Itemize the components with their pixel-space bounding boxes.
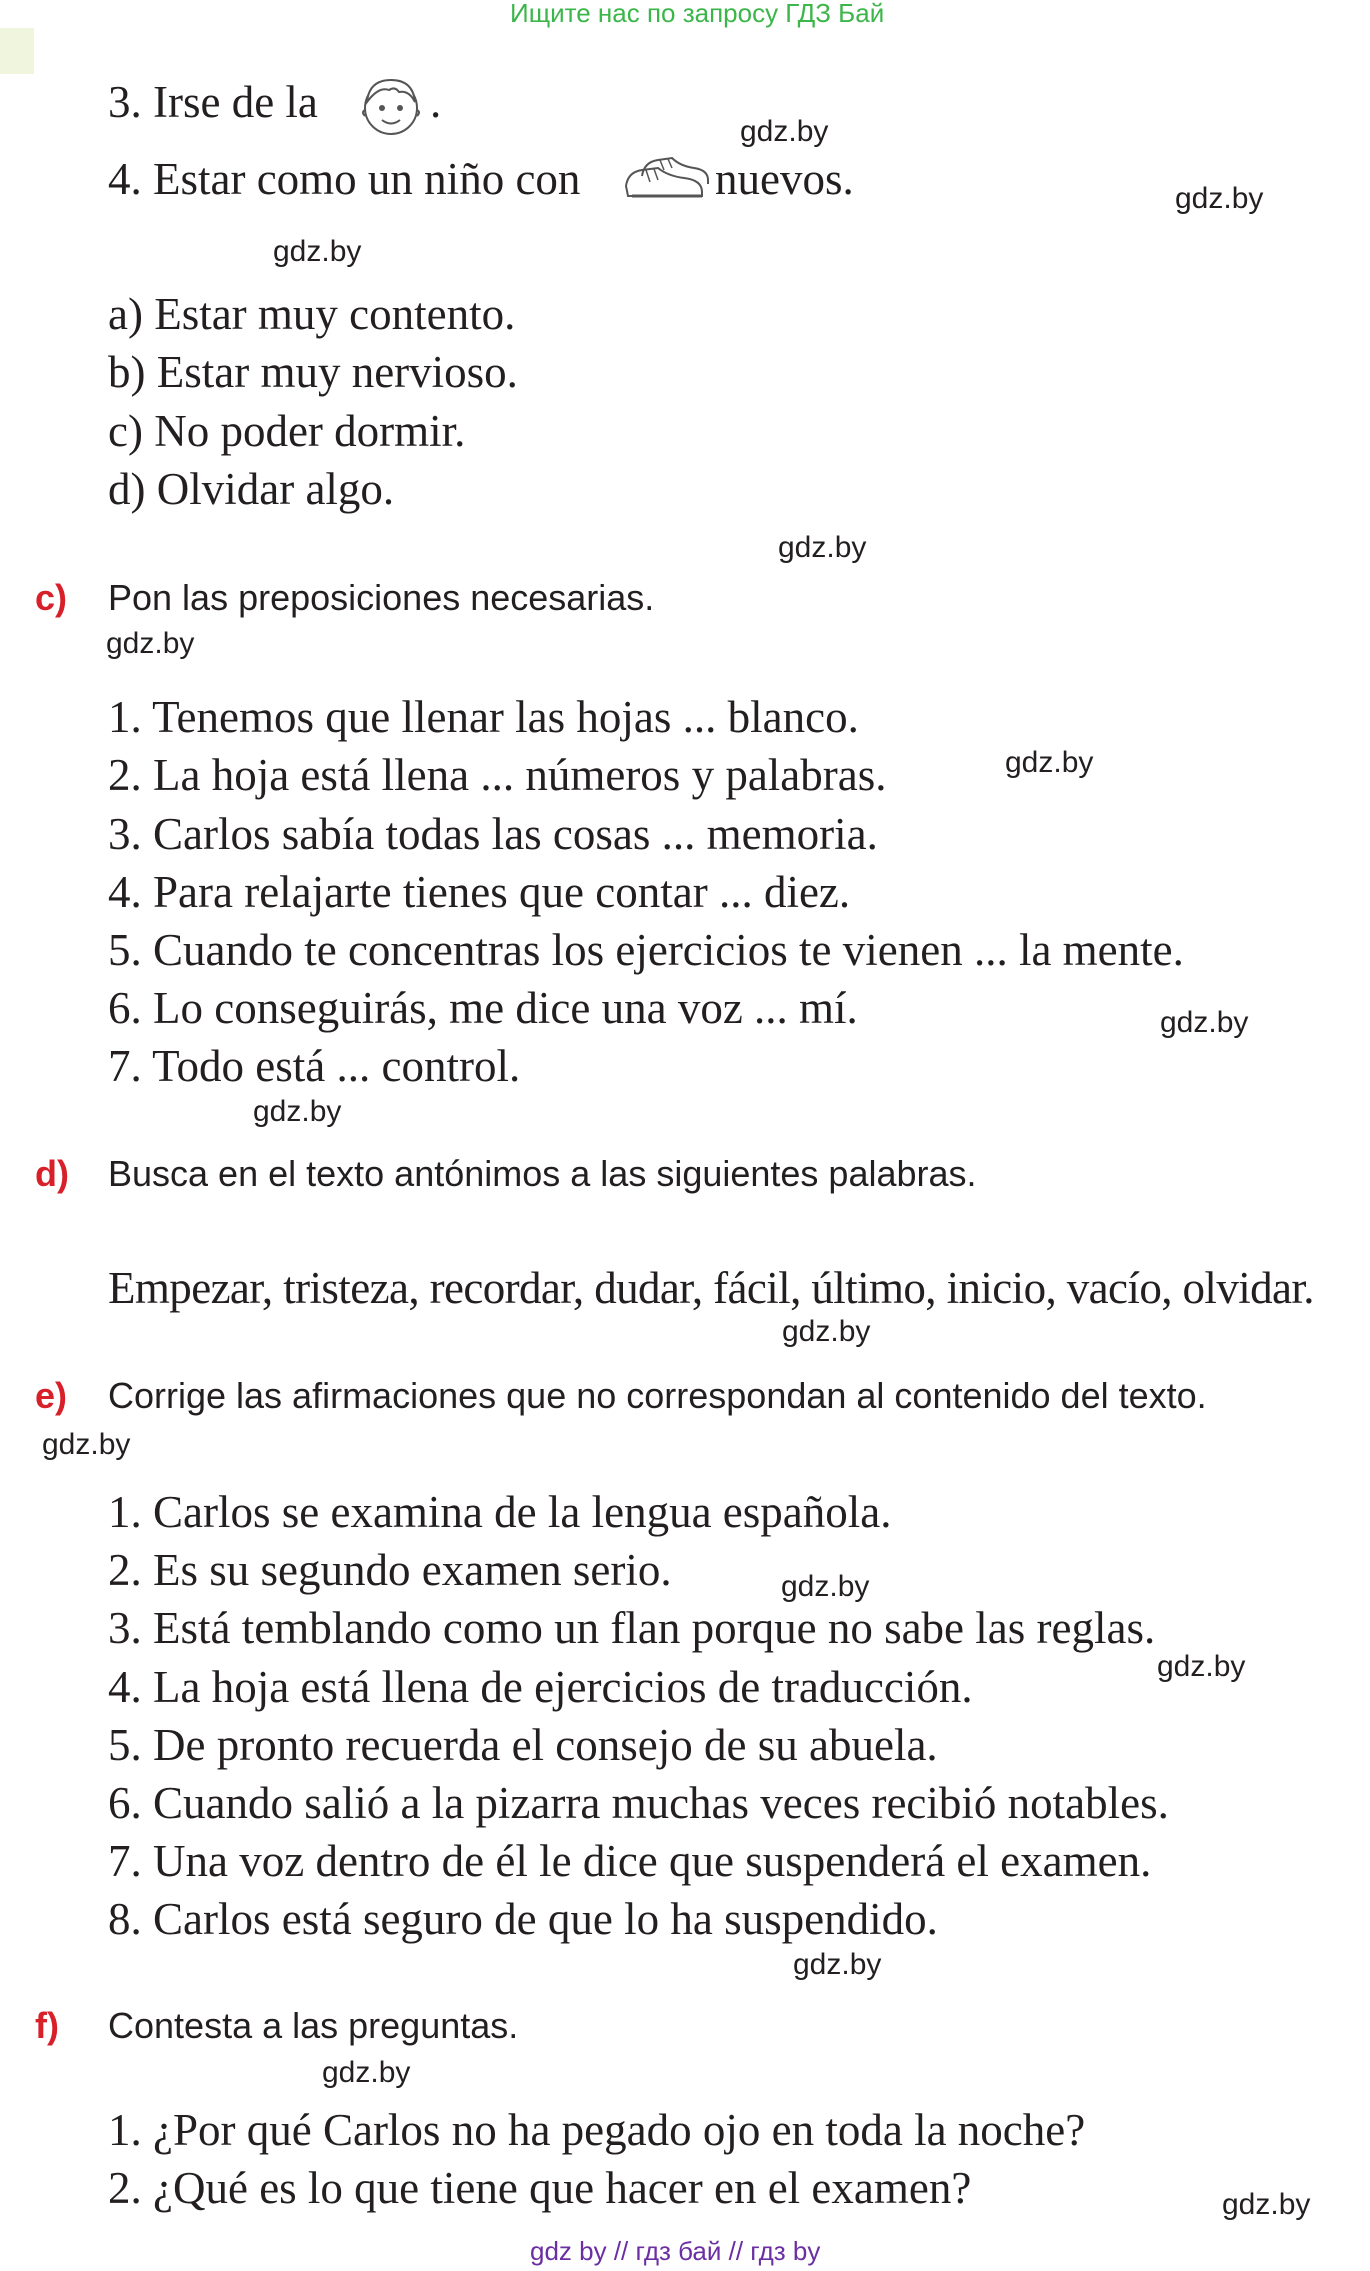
section-c-item-4: 4. Para relajarte tienes que contar ... diez. — [108, 867, 851, 917]
watermark: gdz.by — [322, 2056, 411, 2089]
idiom-4-end: nuevos. — [715, 154, 854, 204]
idiom-3-end: . — [430, 77, 442, 127]
section-f-letter: f) — [35, 2005, 59, 2046]
section-e-item-3: 3. Está temblando como un flan porque no sabe las reglas. — [108, 1603, 1156, 1653]
watermark: gdz.by — [42, 1428, 131, 1461]
section-d-words: Empezar, tristeza, recordar, dudar, fácil, último, inicio, vacío, olvidar. — [108, 1263, 1314, 1313]
meaning-c: c) No poder dormir. — [108, 406, 466, 456]
watermark: gdz.by — [273, 235, 362, 268]
watermark: gdz.by — [1175, 182, 1264, 215]
section-c-letter: c) — [35, 577, 68, 618]
watermark: gdz.by — [253, 1095, 342, 1128]
section-e-title: Corrige las afirmaciones que no correspondan al contenido del texto. — [108, 1375, 1207, 1416]
idiom-4-text: 4. Estar como un niño con — [108, 154, 581, 204]
footer-links[interactable]: gdz by // гдз бай // гдз by — [530, 2236, 821, 2266]
top-banner[interactable]: Ищите нас по запросу ГДЗ Бай — [510, 0, 885, 28]
shoes-icon — [618, 146, 710, 210]
idiom-3-text: 3. Irse de la — [108, 77, 318, 127]
child-face-icon — [355, 72, 427, 140]
watermark: gdz.by — [793, 1948, 882, 1981]
section-e-item-8: 8. Carlos está seguro de que lo ha suspendido. — [108, 1894, 938, 1944]
page-corner-tab — [0, 28, 34, 74]
watermark: gdz.by — [106, 627, 195, 660]
section-e-letter: e) — [35, 1375, 68, 1416]
watermark: gdz.by — [740, 115, 829, 148]
section-e-item-5: 5. De pronto recuerda el consejo de su abuela. — [108, 1720, 938, 1770]
section-e-item-1: 1. Carlos se examina de la lengua española. — [108, 1487, 892, 1537]
section-e-item-4: 4. La hoja está llena de ejercicios de traducción. — [108, 1662, 973, 1712]
section-c-item-2: 2. La hoja está llena ... números y palabras. — [108, 750, 887, 800]
watermark: gdz.by — [781, 1570, 870, 1603]
watermark: gdz.by — [782, 1315, 871, 1348]
section-c-item-6: 6. Lo conseguirás, me dice una voz ... mí. — [108, 983, 858, 1033]
watermark: gdz.by — [1222, 2188, 1311, 2221]
section-c-item-5: 5. Cuando te concentras los ejercicios te vienen ... la mente. — [108, 925, 1184, 975]
watermark: gdz.by — [778, 531, 867, 564]
section-c-item-7: 7. Todo está ... control. — [108, 1041, 521, 1091]
section-e-item-6: 6. Cuando salió a la pizarra muchas veces recibió notables. — [108, 1778, 1169, 1828]
meaning-a: a) Estar muy contento. — [108, 289, 516, 339]
meaning-d: d) Olvidar algo. — [108, 464, 395, 514]
section-f-title: Contesta a las preguntas. — [108, 2005, 519, 2046]
watermark: gdz.by — [1157, 1650, 1246, 1683]
section-f-item-2: 2. ¿Qué es lo que tiene que hacer en el examen? — [108, 2163, 972, 2213]
section-d-letter: d) — [35, 1153, 69, 1194]
watermark: gdz.by — [1160, 1006, 1249, 1039]
section-e-item-2: 2. Es su segundo examen serio. — [108, 1545, 672, 1595]
meaning-b: b) Estar muy nervioso. — [108, 347, 518, 397]
watermark: gdz.by — [1005, 746, 1094, 779]
section-e-item-7: 7. Una voz dentro de él le dice que suspenderá el examen. — [108, 1836, 1152, 1886]
section-f-item-1: 1. ¿Por qué Carlos no ha pegado ojo en toda la noche? — [108, 2105, 1086, 2155]
section-c-item-3: 3. Carlos sabía todas las cosas ... memoria. — [108, 809, 878, 859]
section-c-title: Pon las preposiciones necesarias. — [108, 577, 655, 618]
section-d-title: Busca en el texto antónimos a las siguientes palabras. — [108, 1153, 977, 1194]
section-c-item-1: 1. Tenemos que llenar las hojas ... blanco. — [108, 692, 859, 742]
